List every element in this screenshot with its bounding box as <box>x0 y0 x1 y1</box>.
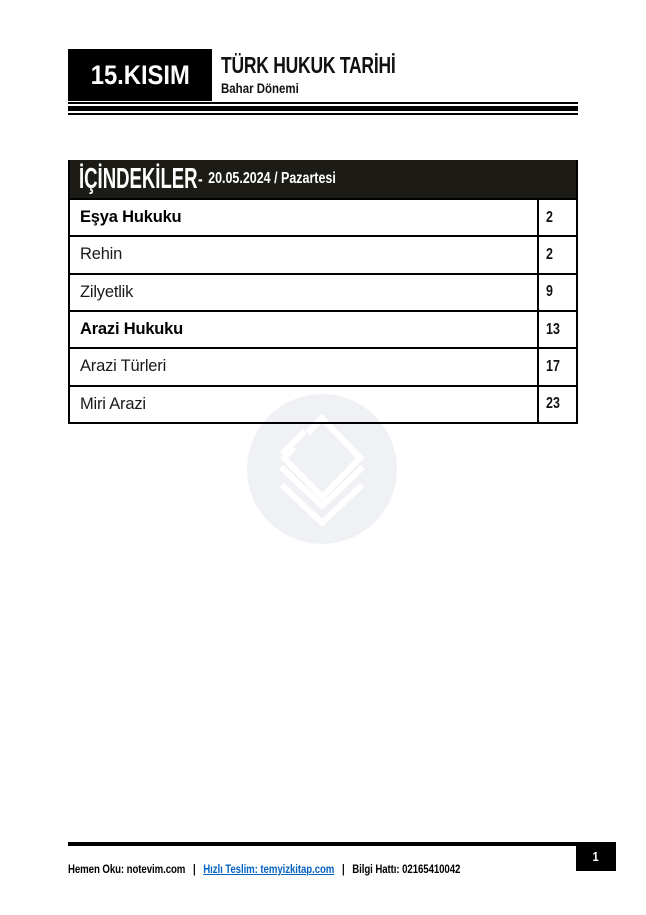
toc-row <box>70 273 576 310</box>
toc-row <box>70 310 576 347</box>
toc-entry-page-cell <box>537 275 576 310</box>
footer-divider <box>68 842 576 846</box>
toc-title: İÇİNDEKİLER <box>79 162 198 195</box>
footer-separator: | <box>192 864 196 876</box>
header-divider-thin-bottom <box>68 113 578 115</box>
toc-entry-label: Eşya Hukuku <box>80 208 182 227</box>
toc-entry-page: 9 <box>546 283 553 301</box>
toc-entry-label: Arazi Türleri <box>80 357 167 376</box>
toc-row <box>70 347 576 384</box>
toc-row <box>70 198 576 235</box>
toc-entry-page-cell <box>537 349 576 384</box>
toc-date: 20.05.2024 / Pazartesi <box>208 170 337 187</box>
footer-contact-line <box>68 864 460 876</box>
toc-entry-page-cell <box>537 237 576 272</box>
footer-read-label: Hemen Oku: notevim.com <box>68 864 186 876</box>
footer-separator: | <box>341 864 345 876</box>
part-number-label: 15.KISIM <box>90 59 190 90</box>
footer-info-label: Bilgi Hattı: 02165410042 <box>352 864 461 876</box>
header-divider-thick <box>68 106 578 111</box>
page-number-box <box>576 842 616 871</box>
header-divider-thin-top <box>68 102 578 104</box>
toc-entry-page: 23 <box>546 395 560 413</box>
toc-entry-page: 2 <box>546 245 553 263</box>
toc-entry-label: Rehin <box>80 245 123 264</box>
toc-entry-page-cell <box>537 200 576 235</box>
table-of-contents <box>68 160 578 424</box>
toc-date-wrap <box>198 169 336 190</box>
course-title: TÜRK HUKUK TARİHİ <box>221 52 396 78</box>
toc-entry-label: Arazi Hukuku <box>80 320 184 339</box>
toc-entry-page: 17 <box>546 357 560 375</box>
toc-row <box>70 385 576 422</box>
toc-entry-page: 2 <box>546 208 553 226</box>
toc-dash: - <box>198 168 203 189</box>
toc-entry-page-cell <box>537 312 576 347</box>
toc-entry-label: Zilyetlik <box>80 282 134 301</box>
toc-row <box>70 235 576 272</box>
course-term: Bahar Dönemi <box>221 80 299 96</box>
toc-entry-label: Miri Arazi <box>80 394 146 413</box>
page-number: 1 <box>592 849 600 864</box>
toc-entry-page: 13 <box>546 320 560 338</box>
footer-delivery-link[interactable]: Hızlı Teslim: temyizkitap.com <box>203 864 335 876</box>
toc-header-bar <box>70 160 576 198</box>
toc-entry-page-cell <box>537 387 576 422</box>
part-number-box <box>68 49 212 101</box>
